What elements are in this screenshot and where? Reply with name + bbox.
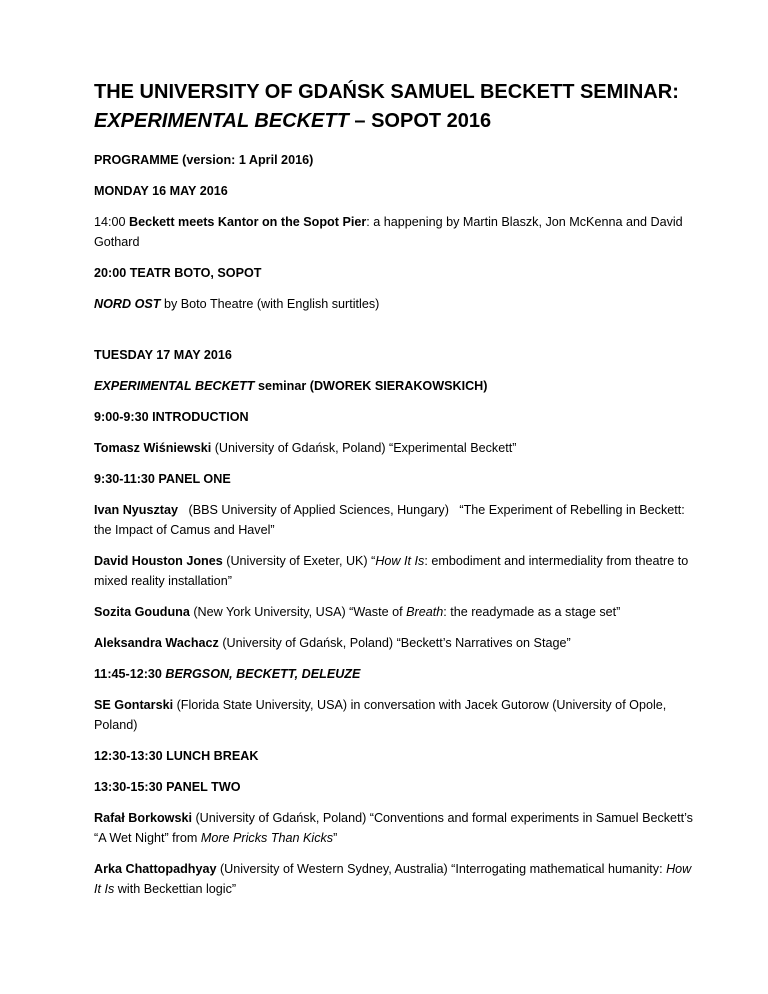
work-title: More Pricks Than Kicks: [200, 831, 334, 845]
monday-heading: MONDAY 16 MAY 2016: [94, 184, 228, 198]
intro-speaker: [94, 438, 694, 458]
work-title: How It Is: [375, 554, 425, 568]
document-title: [94, 78, 694, 136]
speaker-detail: (University of Gdańsk, Poland) “Conventions and formal experiments in Samuel Beckett’s “A Wet Night” from: [94, 811, 693, 845]
nord-ost-item: [94, 294, 694, 314]
speaker-name: Arka Chattopadhyay: [94, 862, 217, 876]
speaker-detail: (New York University, USA) “Waste of: [189, 605, 407, 619]
speaker-name: Sozita Gouduna: [94, 605, 190, 619]
speaker-name: SE Gontarski: [94, 698, 174, 712]
work-title: How It Is: [94, 862, 692, 896]
nord-ost-title: NORD OST: [94, 297, 161, 311]
panel-two-paper-2: [94, 859, 694, 899]
speaker-detail: (University of Gdańsk, Poland) “Experimental Beckett”: [211, 441, 517, 455]
speaker-detail: ”: [333, 831, 338, 845]
speaker-detail: (BBS University of Applied Sciences, Hungary) “The Experiment of Rebelling in Beckett: the Impact of Camus and Havel”: [94, 503, 689, 537]
lunch-heading: 12:30-13:30 LUNCH BREAK: [94, 749, 259, 763]
conversation-heading: [94, 664, 694, 684]
speaker-detail: (University of Exeter, UK) “: [222, 554, 376, 568]
programme-label: PROGRAMME (version: 1 April 2016): [94, 153, 314, 167]
conversation-title: BERGSON, BECKETT, DELEUZE: [165, 667, 361, 681]
conversation-time: 11:45-12:30: [94, 667, 166, 681]
title-italic: EXPERIMENTAL BECKETT: [94, 110, 349, 132]
happening-desc: : a happening by Martin Blaszk, Jon McKenna and David Gothard: [94, 215, 683, 249]
speaker-detail: (Florida State University, USA) in conversation with Jacek Gutorow (University of Opole, Poland): [94, 698, 667, 732]
speaker-name: David Houston Jones: [94, 554, 223, 568]
happening-title: Beckett meets Kantor on the Sopot Pier: [129, 215, 367, 229]
tuesday-heading: TUESDAY 17 MAY 2016: [94, 348, 232, 362]
panel-two-paper-1: [94, 808, 694, 848]
document-content: [94, 78, 694, 899]
speaker-name: Rafał Borkowski: [94, 811, 192, 825]
intro-heading: 9:00-9:30 INTRODUCTION: [94, 410, 249, 424]
panel-one-paper-2: [94, 551, 694, 591]
speaker-name: Aleksandra Wachacz: [94, 636, 219, 650]
speaker-detail: : the readymade as a stage set”: [443, 605, 621, 619]
nord-ost-desc: by Boto Theatre (with English surtitles): [160, 297, 380, 311]
seminar-heading: [94, 376, 694, 396]
seminar-title: EXPERIMENTAL BECKETT: [94, 379, 255, 393]
work-title: Breath: [406, 605, 444, 619]
seminar-venue: seminar (DWOREK SIERAKOWSKICH): [254, 379, 488, 393]
panel-one-heading: 9:30-11:30 PANEL ONE: [94, 472, 231, 486]
title-rest: – SOPOT 2016: [348, 110, 492, 132]
panel-one-paper-3: [94, 602, 694, 622]
speaker-name: Tomasz Wiśniewski: [94, 441, 212, 455]
monday-item-happening: [94, 212, 694, 252]
speaker-detail: (University of Gdańsk, Poland) “Beckett’s Narratives on Stage”: [218, 636, 571, 650]
speaker-name: Ivan Nyusztay: [94, 503, 178, 517]
speaker-detail: with Beckettian logic”: [114, 882, 237, 896]
happening-time: 14:00: [94, 215, 130, 229]
teatr-boto-heading: 20:00 TEATR BOTO, SOPOT: [94, 266, 262, 280]
panel-one-paper-1: [94, 500, 694, 540]
conversation-item: [94, 695, 694, 735]
panel-one-paper-4: [94, 633, 694, 653]
title-line-2: [94, 107, 694, 136]
title-line-1: THE UNIVERSITY OF GDAŃSK SAMUEL BECKETT SEMINAR:: [94, 81, 679, 103]
speaker-detail: (University of Western Sydney, Australia) “Interrogating mathematical humanity:: [216, 862, 667, 876]
speaker-detail: : embodiment and intermediality from theatre to mixed reality installation”: [94, 554, 689, 588]
panel-two-heading: 13:30-15:30 PANEL TWO: [94, 780, 241, 794]
